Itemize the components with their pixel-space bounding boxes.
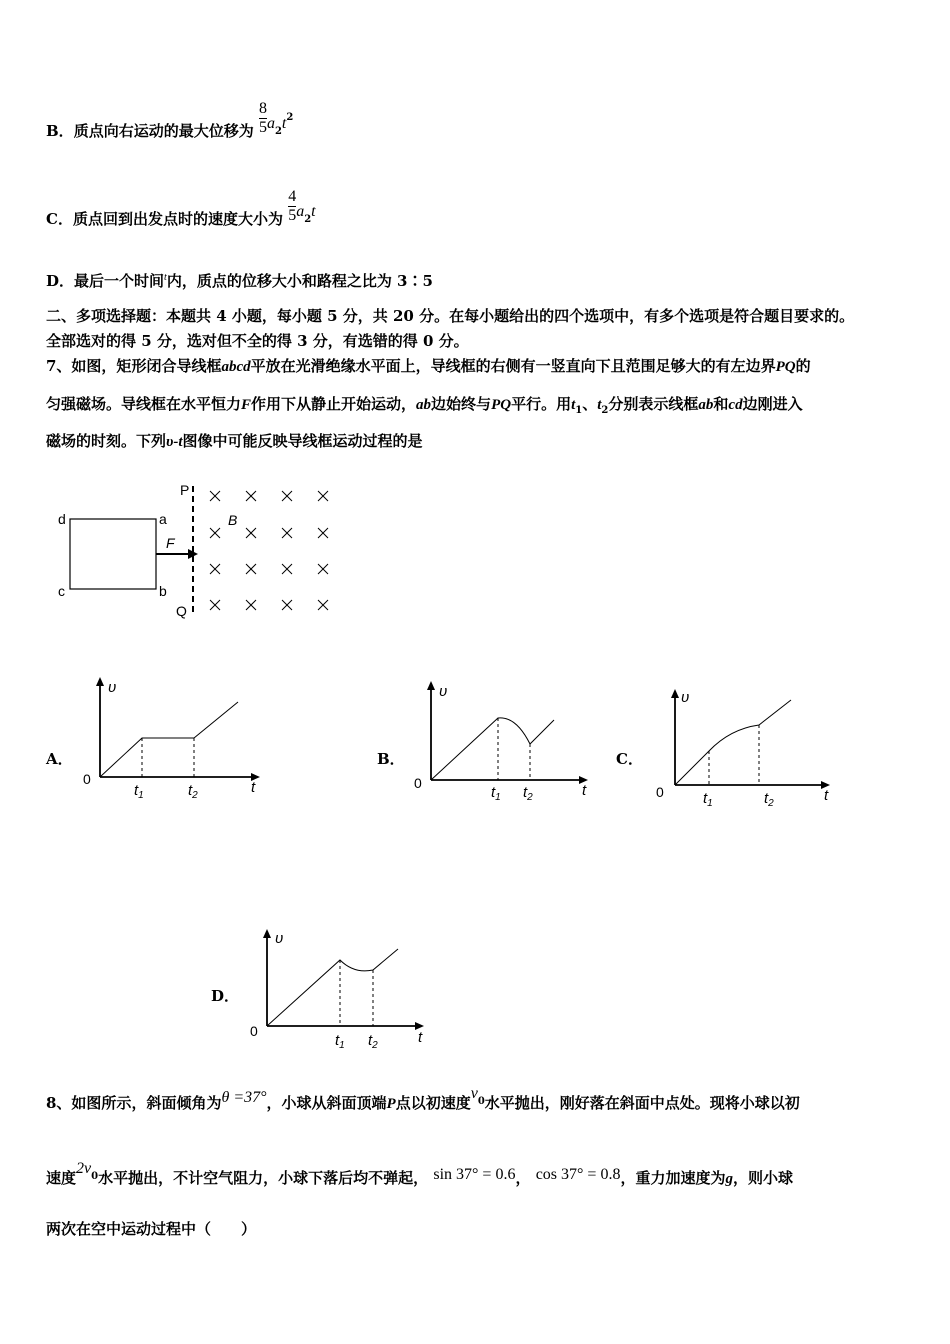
field-cross (246, 491, 256, 501)
q7-t1-sub: 1 (575, 405, 583, 416)
q7-pq: PQ (775, 359, 796, 375)
option-b-label: B． (46, 122, 74, 140)
label-b-field: B (228, 512, 238, 528)
graph-a-t2: $t_2$ (188, 782, 198, 801)
q7-figure (50, 478, 350, 623)
q8-v0: v (470, 1085, 478, 1102)
frac-num: 8 (258, 99, 267, 117)
graph-c (650, 684, 850, 819)
option-c (46, 187, 316, 231)
field-cross (318, 564, 328, 574)
label-c: c (58, 583, 65, 599)
graph-b-t1: $t_1$ (491, 784, 501, 803)
q8-cos: cos 37° = 0.8 (535, 1166, 621, 1183)
q8-2v0-sub: 0 (91, 1171, 99, 1182)
q7-text: 边始终与 (431, 395, 492, 413)
option-b-expr: a (266, 115, 275, 132)
graph-a-v: υ (108, 679, 117, 696)
option-b-text: 质点向右运动的最大位移为 (73, 122, 254, 140)
label-d: d (58, 511, 66, 527)
q7-cd: cd (728, 397, 743, 413)
q7-text: 和 (713, 395, 729, 413)
label-b: b (159, 583, 167, 599)
q7-ab: ab (416, 397, 432, 413)
choice-a-label: A． (46, 750, 73, 768)
q7-text: 、 (582, 395, 598, 413)
wire-frame (70, 519, 156, 589)
section2-line1: 二、多项选择题：本题共 4 小题，每小题 5 分，共 20 分。在每小题给出的四个选项中，有多个选项是符合题目要求的。 (46, 307, 855, 325)
graph-c-t1: $t_1$ (703, 790, 713, 809)
q7-t1: t (571, 397, 576, 413)
field-cross (318, 600, 328, 610)
q7-text: 图像中可能反映导线框运动过程的是 (182, 432, 423, 450)
q7-text: 7、如图，矩形闭合导线框 (46, 357, 222, 375)
graph-b-v: υ (439, 683, 448, 700)
q7-line3 (46, 430, 423, 451)
field-cross (210, 528, 220, 538)
field-cross (210, 491, 220, 501)
option-c-var: t (311, 203, 316, 220)
label-a: a (159, 511, 167, 527)
q7-t2: t (597, 397, 602, 413)
option-c-fraction (288, 188, 296, 225)
field-cross (210, 600, 220, 610)
q7-line2 (46, 393, 803, 416)
frac-den: 5 (288, 206, 297, 224)
field-cross (210, 564, 220, 574)
field-cross (282, 564, 292, 574)
q8-v0-sub: 0 (477, 1096, 485, 1107)
q8-text: ，则小球 (732, 1169, 793, 1187)
option-c-sub: 2 (304, 214, 312, 225)
graph-c-v: υ (681, 689, 690, 706)
graph-d-t1: $t_1$ (335, 1032, 345, 1051)
q7-vt: υ-t (166, 434, 183, 450)
graph-d (242, 922, 442, 1057)
graph-a-zero: 0 (83, 771, 91, 787)
q8-theta: θ =37° (221, 1089, 267, 1106)
q7-text: 匀强磁场。导线框在水平恒力 (46, 395, 242, 413)
frac-den: 5 (258, 118, 267, 136)
option-b-sup: 2 (286, 112, 294, 123)
option-b (46, 99, 294, 143)
q7-text: 平放在光滑绝缘水平面上，导线框的右侧有一竖直向下且范围足够大的有左边界 (250, 357, 776, 375)
label-f: F (166, 535, 175, 551)
q7-t2-sub: 2 (601, 405, 609, 416)
graph-c-zero: 0 (656, 784, 664, 800)
q8-line2 (46, 1160, 793, 1190)
field-cross (318, 528, 328, 538)
option-d (46, 270, 433, 291)
graph-a (75, 672, 275, 807)
q7-text: 作用下从静止开始运动， (251, 395, 417, 413)
q8-text: 8、如图所示，斜面倾角为 (46, 1094, 222, 1112)
graph-c-t2: $t_2$ (764, 790, 774, 809)
q7-text: 磁场的时刻。下列 (46, 432, 167, 450)
graph-a-curve (100, 702, 238, 777)
label-p: P (180, 482, 190, 498)
graph-b-t: t (582, 782, 587, 799)
q8-p: P (386, 1096, 396, 1112)
graph-b-t2: $t_2$ (523, 784, 533, 803)
option-b-fraction (259, 100, 267, 137)
field-cross (246, 600, 256, 610)
q8-sin: sin 37° = 0.6 (433, 1166, 516, 1183)
graph-a-t: t (251, 779, 256, 796)
option-d-text-pre: 最后一个时间 (74, 272, 165, 290)
q8-line3: 两次在空中运动过程中（ ） (46, 1220, 257, 1238)
q7-ab: ab (698, 397, 714, 413)
graph-d-curve (267, 949, 398, 1026)
field-cross (318, 491, 328, 501)
graph-d-v: υ (275, 930, 284, 947)
q8-text: ，重力加速度为 (620, 1169, 726, 1187)
option-b-sub: 2 (274, 126, 282, 137)
graph-d-zero: 0 (250, 1023, 258, 1039)
choice-b-label: B． (377, 750, 405, 768)
option-c-expr: a (296, 203, 305, 220)
q7-line1 (46, 355, 811, 376)
graph-b-curve (431, 718, 554, 780)
field-cross (246, 528, 256, 538)
q8-text: 点以初速度 (395, 1094, 471, 1112)
graph-c-curve (675, 700, 791, 785)
option-c-text: 质点回到出发点时的速度大小为 (72, 210, 283, 228)
q8-text: 水平抛出，刚好落在斜面中点处。现将小球以初 (484, 1094, 800, 1112)
field-crosses (210, 491, 328, 610)
section2-line2: 全部选对的得 5 分，选对但不全的得 3 分，有选错的得 0 分。 (46, 332, 469, 350)
frac-num: 4 (288, 187, 297, 205)
option-d-var: t (164, 272, 167, 283)
option-b-var: t (281, 115, 287, 132)
option-d-label: D． (46, 272, 75, 290)
label-q: Q (176, 603, 187, 619)
field-cross (282, 528, 292, 538)
q7-text: 边刚进入 (742, 395, 803, 413)
graph-b (406, 676, 606, 811)
q8-line1 (46, 1085, 800, 1115)
q8-text: 速度 (46, 1169, 77, 1187)
field-cross (246, 564, 256, 574)
q8-g: g (725, 1171, 733, 1187)
q8-2v0: 2v (76, 1160, 92, 1177)
q7-abcd: abcd (221, 359, 251, 375)
graph-b-zero: 0 (414, 775, 422, 791)
q7-text: 平行。用 (511, 395, 572, 413)
q7-pq: PQ (491, 397, 512, 413)
option-c-label: C． (46, 210, 73, 228)
field-cross (282, 491, 292, 501)
q7-text: 的 (795, 357, 811, 375)
q8-text: ，小球从斜面顶端 (266, 1094, 387, 1112)
q7-text: 分别表示线框 (608, 395, 699, 413)
choice-c-label: C． (616, 750, 643, 768)
choice-d-label: D． (211, 987, 240, 1005)
graph-c-t: t (824, 787, 829, 804)
graph-d-t2: $t_2$ (368, 1032, 378, 1051)
graph-a-t1: $t_1$ (134, 782, 144, 801)
q7-f: F (241, 397, 252, 413)
option-d-text-post: 内，质点的位移大小和路程之比为 3∶5 (166, 272, 433, 290)
q8-comma: ， (515, 1169, 531, 1187)
q8-text: 水平抛出，不计空气阻力，小球下落后均不弹起， (98, 1169, 429, 1187)
graph-d-t: t (418, 1029, 423, 1046)
field-cross (282, 600, 292, 610)
